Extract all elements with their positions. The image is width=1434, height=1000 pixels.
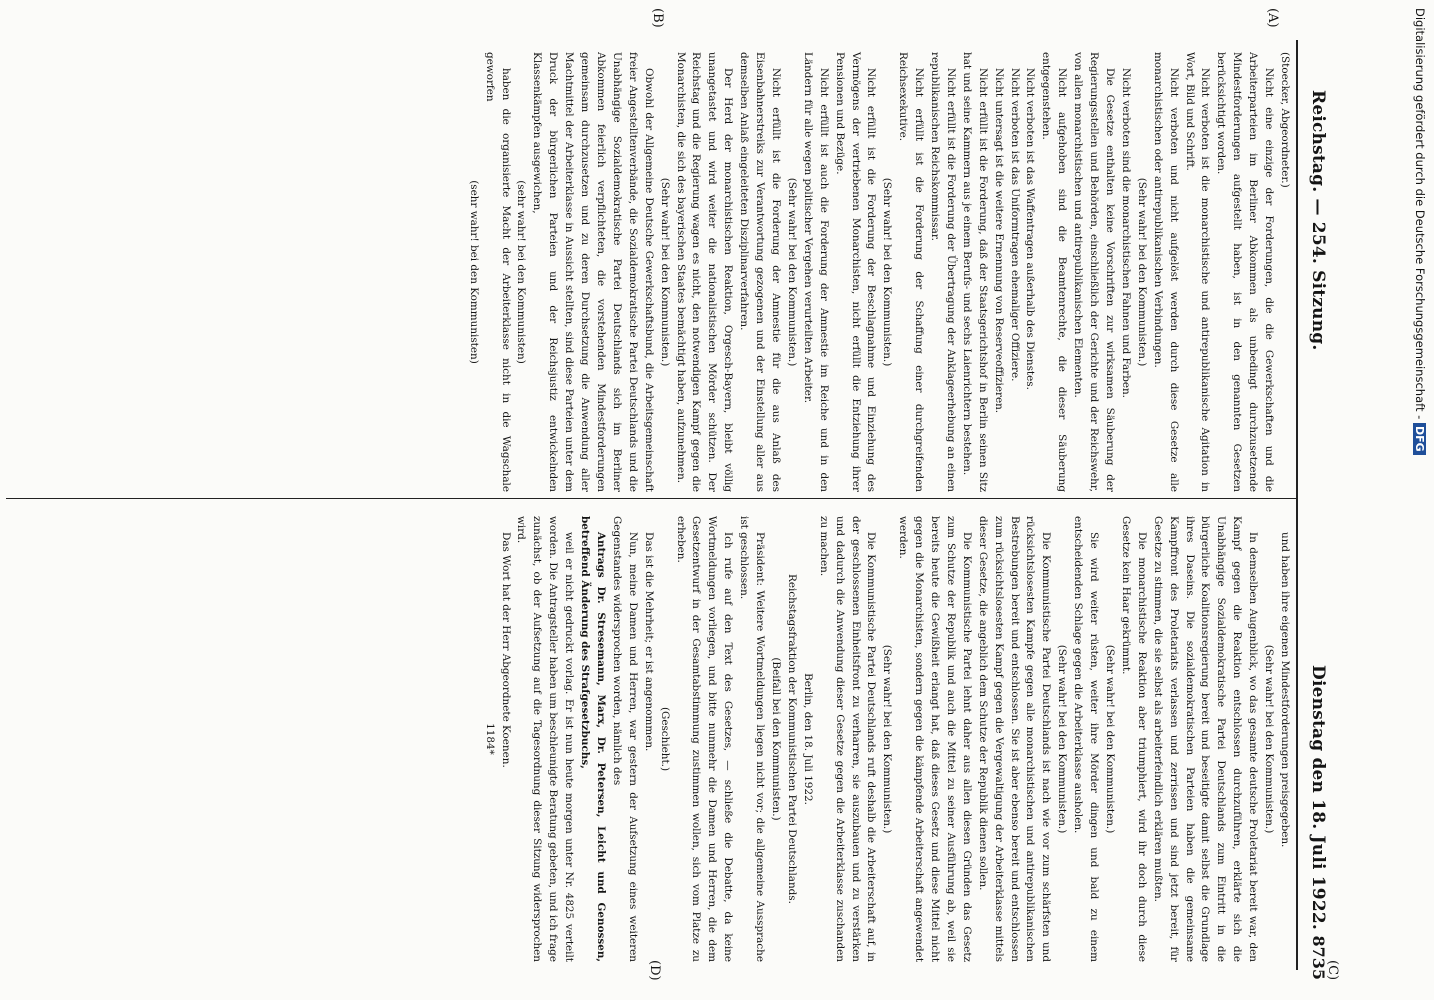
paragraph: Nicht eine einzige der Forderungen, die die Gewerkschaften und die Arbeiterparteien im Berliner Abkommen als unbedingt durchzusetzende Mindestforderungen aufgestellt haben, ist in den genannten Gesetzen berücksichtigt worden. — [1215, 52, 1276, 492]
paragraph: Berlin, den 18. Juli 1922. — [801, 673, 814, 805]
paragraph: (Sehr wahr! bei den Kommunisten.) — [1056, 644, 1069, 834]
page-header — [1302, 30, 1328, 980]
paragraph: (Geschieht.) — [658, 706, 671, 772]
paragraph: Nicht erfüllt ist die Forderung, daß der Staatsgerichtshof in Berlin seinen Sitz hat und seine Kammern aus je einem Berufs- und sechs Laienrichtern bestehen. — [960, 52, 989, 492]
paragraph: Nicht untersagt ist die weitere Ernennung von Reserveoffizieren. — [992, 68, 1005, 414]
margin-letter-a: (A) — [1265, 8, 1280, 28]
page-number: 8735 — [1309, 935, 1328, 980]
left-paragraphs — [465, 52, 1276, 492]
paragraph: Die monarchistische Reaktion aber triumphiert, wird ihr doch durch diese Gesetze kein Haar gekrümmt. — [1119, 516, 1148, 962]
attribution-text — [1409, 8, 1427, 988]
paragraph: Nicht verboten ist die monarchistische und antirepublikanische Agitation in Wort, Bild und Schrift. — [1183, 52, 1212, 492]
header-date: Dienstag den 18. Juli 1922. — [1308, 665, 1328, 930]
paragraph: weil er nicht gedruckt vorlag. Er ist nun heute morgen unter Nr. 4825 verteilt worden. Die Antragsteller haben um beschleunigte Beratung gebeten, und ich frage zunächst, ob der Aufsetzung auf die Tagesordnung dieser Sitzung widersprochen wird. — [515, 516, 576, 962]
paragraph: Nicht verboten ist das Waffentragen außerhalb des Dienstes. — [1024, 68, 1037, 390]
paragraph: Antrags Dr. Stresemann, Marx, Dr. Petersen, Leicht und Genossen, betreffend Änderung des Strafgesetzbuchs, — [579, 516, 608, 962]
paragraph: (Sehr wahr! bei den Kommunisten.) — [658, 177, 671, 367]
paragraph: (Sehr wahr! bei den Kommunisten.) — [1263, 644, 1276, 834]
paragraph: Nicht aufgehoben sind die Beamtenrechte, die dieser Säuberung entgegenstehen. — [1040, 52, 1069, 492]
attribution-label: Digitalisierung gefördert durch die Deutsche Forschungsgemeinschaft - — [1413, 8, 1427, 420]
paragraph: Der Herd der monarchistischen Reaktion, Orgesch-Bayern, bleibt völlig unangetastet und wird weiter die nationalistischen Mörder schützen. Der Reichstag und die Regierung wagen es nicht, den notwendigen Kampf gegen die Monarchisten, die sich des bayerischen Staates bemächtigt haben, aufzunehmen. — [674, 52, 735, 492]
paragraph: Obwohl der Allgemeine Deutsche Gewerkschaftsbund, die Arbeitsgemeinschaft freier Angestelltenverbände, die Sozialdemokratische Partei Deutschlands und die Unabhängige Sozialdemokratische Partei Deutschlands sich im Berliner Abkommen feierlich verpflichteten, die vorstehenden Mindestforderungen gemeinsam durchzusetzen und zu deren Durchsetzung die Anwendung aller Machtmittel der Arbeiterklasse in Aussicht stellten, sind diese Parteien unter dem Druck der bürgerlichen Parteien und der Reichsjustiz entwickelnden Klassenkämpfen ausgewichen, — [531, 52, 655, 492]
paragraph: Reichstagsfraktion der Kommunistischen Partei Deutschlands. — [785, 574, 798, 904]
right-column — [481, 516, 1292, 962]
paragraph: Nicht erfüllt ist die Forderung der Beschlagnahme und Einziehung des Vermögens der vertriebenen Monarchisten, nicht erfüllt die Entziehung ihrer Pensionen und Bezüge. — [833, 52, 878, 492]
paragraph: Das ist die Mehrheit; er ist angenommen. — [642, 532, 655, 752]
paragraph: Nicht erfüllt ist die Forderung der Übertragung der Anklageerhebung an einen republikanischen Reichskommissar. — [929, 52, 957, 492]
paragraph: haben die organisierte Macht der Arbeiterklasse nicht in die Wagschale geworfen — [483, 52, 512, 492]
paragraph: (Sehr wahr! bei den Kommunisten.) — [1104, 644, 1117, 834]
paragraph: (Sehr wahr! bei den Kommunisten.) — [881, 177, 894, 367]
paragraph: Das Wort hat der Herr Abgeordnete Koenen. — [499, 532, 512, 768]
dfg-logo: DFG — [1413, 423, 1426, 455]
paragraph: (Sehr wahr! bei den Kommunisten.) — [1135, 177, 1148, 367]
paragraph: 1184* — [483, 723, 496, 755]
paragraph: In demselben Augenblick, wo das gesamte deutsche Proletariat bereit war, den Kampf gegen die Reaktion entschlossen durchzuführen, erklärte sich die Unabhängige Sozialdemokratische Partei Deutschlands zum Eintritt in die bürgerliche Koalitionsregierung bereit und beseitigte damit selbst die Grundlage ihres Daseins. Die sozialdemokratischen Parteien haben die gemeinsame Kampffront des Proletariats verlassen und zerrissen und sind jetzt bereit, für Gesetze zu stimmen, die sie selbst als arbeiterfeindlich erklären mußten. — [1151, 516, 1260, 962]
paragraph: (Sehr wahr! bei den Kommunisten.) — [785, 177, 798, 367]
margin-letter-b: (B) — [650, 8, 665, 28]
paragraph: (sehr wahr! bei den Kommunisten) — [515, 180, 528, 364]
paragraph: Nicht verboten und nicht aufgelöst werden durch diese Gesetze alle monarchistischen oder antirepublikanischen Verbindungen. — [1151, 52, 1180, 492]
paragraph: Die Kommunistische Partei Deutschlands ist nach wie vor zum schärfsten und rücksichtslosesten Kampfe gegen alle monarchistischen und antirepublikanischen Bestrebungen bereit und entschlossen. Sie ist aber ebenso bereit und entschlossen zum rücksichtslosesten Kampf gegen die Vergewaltigung der Arbeiterklasse mittels dieser Gesetze, die angeblich dem Schutze der Republik dienen sollen. — [976, 516, 1053, 962]
paragraph: Die Kommunistische Partei Deutschlands ruft deshalb die Arbeiterschaft auf, in der geschlossenen Einheitsfront zu verharren, sie auszubauen und zu verstärken und dadurch die Anwendung dieser Gesetze gegen die Arbeiterklasse zuschanden zu machen. — [817, 516, 878, 962]
paragraph: Ich rufe auf den Text des Gesetzes, — schließe die Debatte, da keine Wortmeldungen vorliegen, und bitte nunmehr die Damen und Herren, die dem Gesetzentwurf in der Gesamtabstimmung zustimmen wollen, sich vom Platze zu erheben. — [674, 516, 735, 962]
paragraph: Die Gesetze enthalten keine Vorschriften zur wirksamen Säuberung der Regierungsstellen und Behörden, einschließlich der Gerichte und der Reichswehr, von allen monarchistischen und antirepublikanischen Elementen. — [1072, 52, 1117, 492]
margin-letter-c: (C) — [1325, 960, 1340, 981]
paragraph: Sie wird weiter rüsten, weiter ihre Mörder dingen und bald zu einem entscheidenden Schlage gegen die Arbeiterklasse ausholen. — [1072, 516, 1101, 962]
paragraph: Nicht erfüllt ist auch die Forderung der Amnestie im Reiche und in den Ländern für alle wegen politischer Vergehen verurteilten Arbeiter. — [801, 52, 830, 492]
side-attribution — [1409, 8, 1431, 988]
column-divider — [6, 498, 1296, 499]
paragraph: Nicht verboten ist das Uniformtragen ehemaliger Offiziere. — [1008, 68, 1021, 382]
header-left: Reichstag. — 254. Sitzung. — [1308, 90, 1328, 351]
margin-letter-d: (D) — [647, 960, 662, 981]
paragraph: (Sehr wahr! bei den Kommunisten.) — [881, 644, 894, 834]
paragraph: und haben ihre eigenen Mindestforderungen preisgegeben. — [1279, 532, 1291, 848]
paragraph: Nicht verboten sind die monarchistischen Fahnen und Farben. — [1119, 68, 1132, 398]
header-rule — [1296, 40, 1298, 970]
paragraph: (sehr wahr! bei den Kommunisten) — [467, 180, 480, 364]
paragraph: Die Kommunistische Partei lehnt daher aus allen diesen Gründen das Gesetz zum Schutze der Republik und auch die Mittel zu seiner Ausführung ab, weil sie bereits heute die Gewißheit erlangt hat, daß dieses Gesetz und diese Mittel nicht gegen die Monarchisten, sondern gegen die kämpfende Arbeiterschaft angewendet werden. — [897, 516, 973, 962]
paragraph: Nun, meine Damen und Herren, war gestern der Aufsetzung eines weiteren Gegenstandes widersprochen worden, nämlich des — [610, 516, 639, 962]
speaker-line: (Stoecker, Abgeordneter.) — [1279, 52, 1291, 188]
paragraph: Nicht erfüllt ist die Forderung der Amnestie für die aus Anlaß des Eisenbahnerstreiks zur Verantwortung gezogenen und der Einstellung aller aus demselben Anlaß eingeleiteten Disziplinarverfahren. — [738, 52, 782, 492]
paragraph: Präsident: Weitere Wortmeldungen liegen nicht vor; die allgemeine Aussprache ist geschlossen. — [738, 516, 767, 962]
paragraph: (Beifall bei den Kommunisten.) — [770, 657, 782, 821]
paragraph: Nicht erfüllt ist die Forderung der Schaffung einer durchgreifenden Reichsexekutive. — [897, 52, 926, 492]
right-paragraphs — [481, 516, 1292, 962]
left-column — [465, 52, 1292, 492]
